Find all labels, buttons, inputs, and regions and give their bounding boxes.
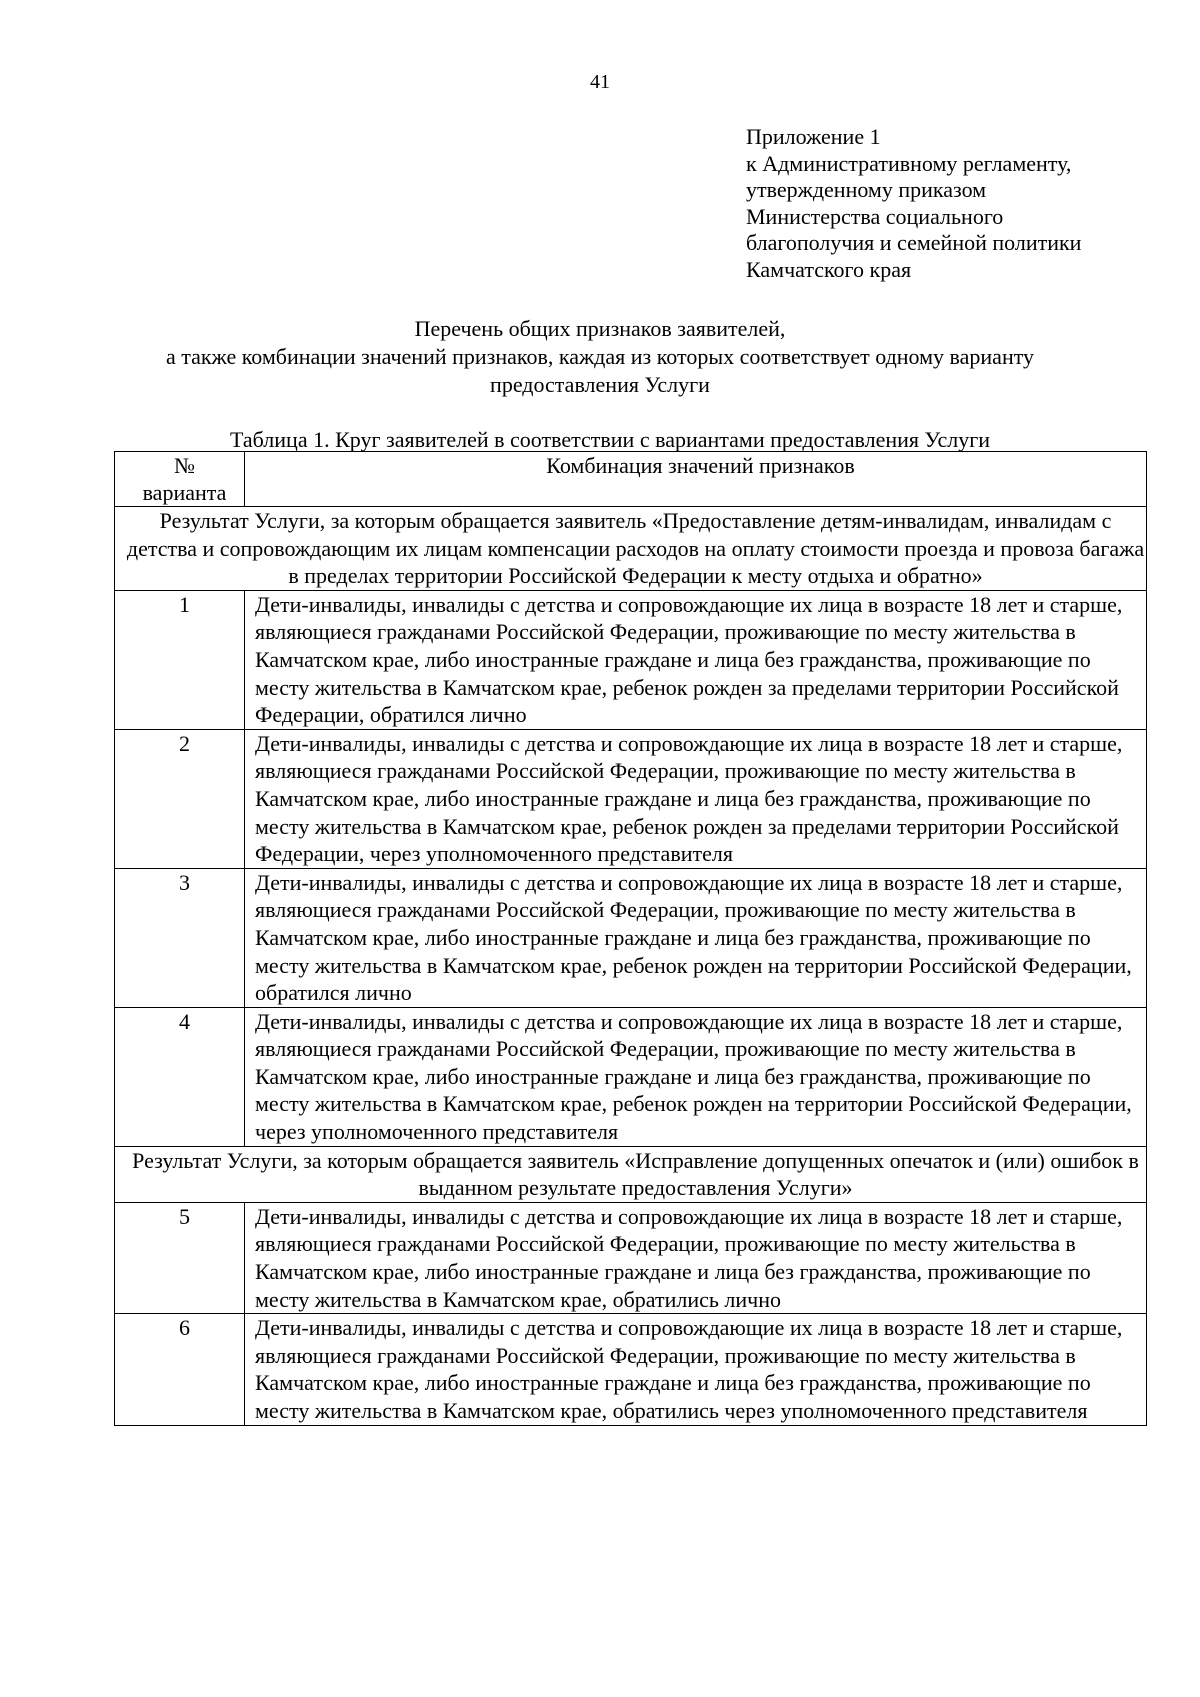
variant-combination: Дети-инвалиды, инвалиды с детства и сопровождающие их лица в возрасте 18 лет и старше, являющиеся гражданами Российской Федерации, проживающие по месту жительства в Камчатском крае, либо иностранные граждане и лица без гражданства, проживающие по месту жительства в Камчатском крае, обратились через уполномоченного представителя <box>245 1314 1147 1425</box>
title-line: Перечень общих признаков заявителей, <box>414 316 786 341</box>
variant-number: 6 <box>115 1314 245 1425</box>
variant-combination: Дети-инвалиды, инвалиды с детства и сопровождающие их лица в возрасте 18 лет и старше, являющиеся гражданами Российской Федерации, проживающие по месту жительства в Камчатском крае, либо иностранные граждане и лица без гражданства, проживающие по месту жительства в Камчатском крае, обратились лично <box>245 1202 1147 1313</box>
title-line: предоставления Услуги <box>490 372 710 397</box>
variant-number: 4 <box>115 1007 245 1146</box>
variant-combination: Дети-инвалиды, инвалиды с детства и сопровождающие их лица в возрасте 18 лет и старше, являющиеся гражданами Российской Федерации, проживающие по месту жительства в Камчатском крае, либо иностранные граждане и лица без гражданства, проживающие по месту жительства в Камчатском крае, ребенок рожден на территории Российской Федерации, обратился лично <box>245 868 1147 1007</box>
appendix-line: Камчатского края <box>746 256 912 282</box>
appendix-line: Приложение 1 <box>746 124 881 149</box>
header-number-label: варианта <box>142 480 227 505</box>
table-row <box>115 590 1147 729</box>
variant-combination: Дети-инвалиды, инвалиды с детства и сопровождающие их лица в возрасте 18 лет и старше, являющиеся гражданами Российской Федерации, проживающие по месту жительства в Камчатском крае, либо иностранные граждане и лица без гражданства, проживающие по месту жительства в Камчатском крае, ребенок рожден за пределами территории Российской Федерации, обратился лично <box>245 590 1147 729</box>
document-title <box>100 315 1100 399</box>
appendix-line: благополучия и семейной политики <box>746 230 1082 256</box>
table-caption: Таблица 1. Круг заявителей в соответствии с вариантами предоставления Услуги <box>230 427 990 452</box>
variant-number: 3 <box>115 868 245 1007</box>
variant-number: 1 <box>115 590 245 729</box>
table-row <box>115 729 1147 868</box>
section-row <box>115 1146 1147 1202</box>
table-header-row <box>115 452 1147 507</box>
table-row <box>115 868 1147 1007</box>
section-title: Результат Услуги, за которым обращается заявитель «Исправление допущенных опечаток и (или) ошибок в выданном результате предоставления Услуги» <box>115 1146 1147 1202</box>
appendix-line: Министерства социального <box>746 203 1004 229</box>
section-title: Результат Услуги, за которым обращается заявитель «Предоставление детям-инвалидам, инвалидам с детства и сопровождающим их лицам компенсации расходов на оплату стоимости проезда и провоза багажа в пределах территории Российской Федерации к месту отдыха и обратно» <box>115 507 1147 591</box>
header-variant-number <box>115 452 245 507</box>
appendix-header <box>746 124 1166 284</box>
page-number: 41 <box>590 71 610 93</box>
appendix-line: к Административному регламенту, <box>746 150 1072 176</box>
table-row <box>115 1007 1147 1146</box>
appendix-line: утвержденному приказом <box>746 177 987 203</box>
title-line: а также комбинации значений признаков, каждая из которых соответствует одному варианту <box>165 344 1035 369</box>
variant-combination: Дети-инвалиды, инвалиды с детства и сопровождающие их лица в возрасте 18 лет и старше, являющиеся гражданами Российской Федерации, проживающие по месту жительства в Камчатском крае, либо иностранные граждане и лица без гражданства, проживающие по месту жительства в Камчатском крае, ребенок рожден на территории Российской Федерации, через уполномоченного представителя <box>245 1007 1147 1146</box>
header-number-sign: № <box>174 453 195 478</box>
header-combination: Комбинация значений признаков <box>245 452 1147 507</box>
table-row <box>115 1202 1147 1313</box>
section-row <box>115 507 1147 591</box>
variants-table <box>114 451 1147 1426</box>
variant-number: 2 <box>115 729 245 868</box>
table-row <box>115 1314 1147 1425</box>
variant-number: 5 <box>115 1202 245 1313</box>
variant-combination: Дети-инвалиды, инвалиды с детства и сопровождающие их лица в возрасте 18 лет и старше, являющиеся гражданами Российской Федерации, проживающие по месту жительства в Камчатском крае, либо иностранные граждане и лица без гражданства, проживающие по месту жительства в Камчатском крае, ребенок рожден за пределами территории Российской Федерации, через уполномоченного представителя <box>245 729 1147 868</box>
